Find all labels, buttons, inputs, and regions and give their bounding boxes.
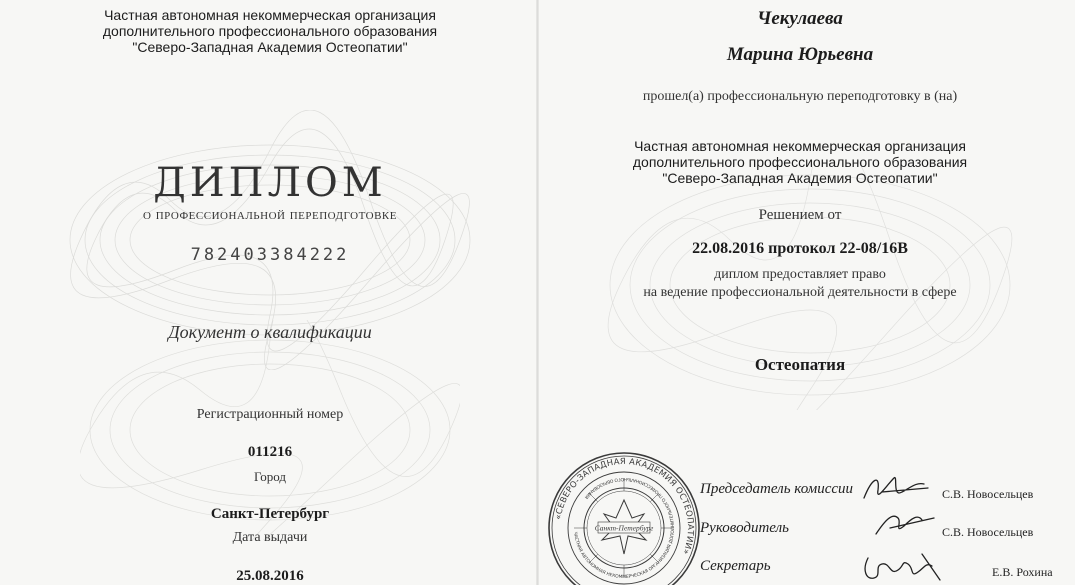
recipient-given-names: Марина Юрьевна (726, 44, 874, 65)
signature-secretary (860, 550, 950, 585)
grants-line-2: на ведение профессиональной деятельности в сфере (643, 285, 957, 300)
signature-director (872, 506, 942, 542)
protocol-reference: 22.08.2016 протокол 22-08/16В (692, 240, 908, 257)
org-line-1: Частная автономная некоммерческая организация (634, 138, 966, 154)
seal-outer-text: «СЕВЕРО-ЗАПАДНАЯ АКАДЕМИЯ ОСТЕОПАТИИ» (552, 455, 697, 557)
grants-line-1: диплом предоставляет право (714, 267, 886, 282)
recipient-surname: Чекулаева (757, 8, 843, 29)
passed-statement: прошел(а) профессиональную переподготовку в (на) (642, 89, 958, 104)
decision-label: Решением от (758, 207, 842, 223)
issue-date-label: Дата выдачи (232, 530, 308, 545)
diploma-subtitle: о профессиональной переподготовке (143, 207, 397, 223)
registration-number: 011216 (247, 444, 293, 460)
signatory-role-secretary: Секретарь (700, 558, 771, 574)
signatory-role-director: Руководитель (700, 520, 789, 536)
org-line-2: дополнительного профессионального образования (102, 23, 438, 39)
issue-date: 25.08.2016 (236, 568, 304, 584)
org-line-3: "Северо-Западная Академия Остеопатии" (662, 170, 938, 186)
signatory-name-director: С.В. Новосельцев (942, 525, 1034, 539)
issuer-organization-left (40, 7, 500, 55)
signature-chairman (858, 468, 938, 508)
document-type: Документ о квалификации (168, 322, 372, 342)
org-line-1: Частная автономная некоммерческая организация (104, 7, 436, 23)
signatory-name-chairman: С.В. Новосельцев (942, 487, 1034, 501)
org-line-2: дополнительного профессионального образования (632, 154, 968, 170)
seal-center-text: Санкт-Петербург (594, 523, 654, 533)
seal-inner-text: ЧАСТНАЯ АВТОНОМНАЯ НЕКОММЕРЧЕСКАЯ ОРГАНИЗАЦИЯ ДОПОЛНИТЕЛЬНОГО ПРОФЕССИОНАЛЬНОГО ОБРАЗОВАНИЯ (572, 475, 677, 581)
signatory-role-chairman: Председатель комиссии (700, 481, 854, 497)
diploma-title: ДИПЛОМ (153, 160, 387, 206)
issuer-organization-right (560, 138, 1040, 186)
serial-number: 782403384222 (190, 245, 350, 265)
registration-label: Регистрационный номер (196, 407, 344, 422)
city-label: Город (253, 469, 287, 484)
city-value: Санкт-Петербург (210, 506, 330, 522)
signatory-name-secretary: Е.В. Рохина (992, 565, 1053, 579)
organization-seal (544, 448, 704, 585)
page-fold (536, 0, 539, 585)
org-line-3: "Северо-Западная Академия Остеопатии" (132, 39, 408, 55)
specialty: Остеопатия (754, 355, 846, 374)
